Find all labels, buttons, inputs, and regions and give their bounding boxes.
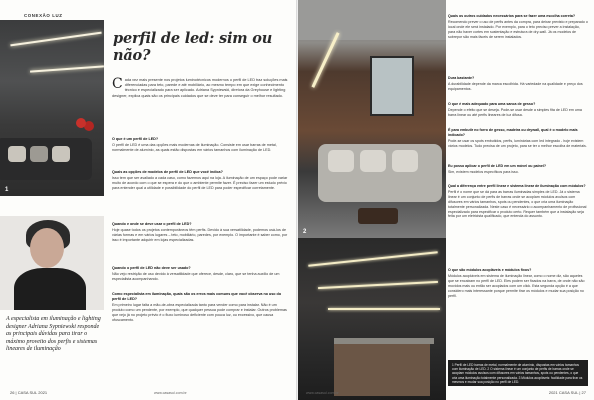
qa-block [112, 292, 290, 323]
question: Quais as opções de modelos de perfil de LED que você indica? [112, 170, 223, 174]
photo-number: 1 [5, 187, 9, 193]
pillow [328, 150, 354, 172]
qa-block [448, 14, 588, 40]
window [370, 56, 414, 116]
answer: Depende o efeito que se deseja. Pode-se usar desde a simples fita de LED em uma barra linear ou até perfis lineares de luz difusa. [448, 107, 582, 117]
led-strip [30, 65, 104, 72]
pillow [52, 146, 70, 162]
led-strip [318, 281, 438, 289]
qa-block [112, 266, 290, 282]
question: Dura bastante? [448, 76, 475, 80]
page-footer: 2021 CASA SUL | 27 [548, 390, 586, 395]
answer: Hoje quase todos os projetos contemporâneos têm perfis. Devido à sua versatilidade, podemos usá-los de várias formas e em vários lugares – teto, mobiliário, paredes, por exemplo. O importante é saber como, por isso é importante adquirir em lojas especializadas. [112, 228, 288, 242]
portrait-caption: A especialista em iluminação e lighting designer Adriana Sypniewski responde as principais dúvidas para tirar o máximo proveito dos perfis e sistemas lineares de iluminação [6, 316, 101, 353]
flower-decor [76, 118, 86, 128]
portrait-body [14, 268, 86, 310]
intro-paragraph [112, 78, 290, 99]
living-room-photo [0, 20, 104, 196]
portrait-photo [0, 216, 104, 310]
qa-block [112, 170, 290, 191]
pillow [8, 146, 26, 162]
lounge-photo [298, 0, 446, 238]
qa-block [448, 184, 588, 219]
qa-block [112, 222, 290, 243]
portrait-face [30, 228, 64, 268]
kitchen-cabinet [334, 344, 430, 396]
photo-caption-box: 1 Perfil de LED barras de metal, normalmente de alumínio, dispostas em vários tamanhos com iluminação de LED. 2 O sistema linear é um conjunto de perfis de barras onde se acoplam módulos avulsos com difusores em vários tamanhos, spots ou pendentes, o que cria uma iluminação totalmente personalizada. 3 Módulos acopláveis: facilidade para tirar os mesmos e mudar sua posição no perfil de LED. [448, 360, 588, 386]
qa-block [448, 268, 588, 298]
led-strip [308, 251, 437, 267]
footer-url: www.casasul.com.br [306, 391, 339, 395]
answer: A durabilidade depende da marca escolhida. Há variedade na qualidade e preço dos equipamentos. [448, 81, 583, 91]
drop-cap: C [112, 76, 123, 92]
answer: Não vejo restrição de uso devido à versatilidade que oferece, desde, claro, que se tenha auxílio de um especialista acompanhando. [112, 272, 280, 281]
question: Qual a diferença entre perfil linear e sistema linear de iluminação com módulos? [448, 184, 586, 188]
question: Quando o perfil de LED não deve ser usado? [112, 266, 191, 270]
question: Quando e onde se deve usar o perfil de LED? [112, 222, 192, 226]
question: Quais os outros cuidados necessários para se fazer uma escolha correta? [448, 14, 576, 18]
question: O que é mais adequado para uma sanca de gesso? [448, 102, 536, 106]
answer: Pode-se usar os spots embutidos, perfis, luminárias com led integrado - hoje existem vários modelos. Tudo precisa de um projeto, para se ter o melhor escolha de materiais. [448, 138, 587, 148]
qa-block [112, 137, 290, 153]
qa-block [448, 164, 588, 175]
led-strip [328, 308, 440, 310]
intro-text: ada vez mais presente nos projetos luminotécnicos modernos o perfil de LED traz soluções mais diferenciadas para teto, parede e até mobiliário, ao mesmo tempo em que exige conhecimento técnico e especializado para ser aplicado. Adriana Sypniewski, diretora da Greyhouse e lighting designer, explica quais são os principais cuidados que se deve ter para conseguir o melhor resultado. [112, 78, 288, 98]
photo-number: 2 [303, 229, 307, 235]
right-page [298, 0, 594, 400]
question: Como especialista em iluminação, quais são os erros mais comuns que você observa no uso do perfil de LED? [112, 292, 282, 301]
led-strip [311, 32, 339, 88]
answer: Recomendo prever o uso de perfis antes da compra, para deixar previsto e preparado o local onde ele será instalado. Por exemplo, para o teto preciso prever a instalação, para não haver cortes em sustentação e estrutura de dry-wall. Já os modelos de sobrepor são mais fáceis de serem instalados. [448, 19, 588, 39]
answer: Módulos acopláveis em sistema de iluminação linear, como o nome diz, são aqueles que se encaixam no perfil de LED. Eles podem ser fixados na barra, de onde não são movidos mais ou então ser acoplados com um click. Esta segunda opção é a que considero mais interessante porque permite tirar os módulos e mudar sua posição no perfil. [448, 273, 585, 298]
answer: Sim, existem modelos específicos para isso. [448, 169, 519, 174]
qa-block [448, 102, 588, 118]
footer-url: www.casasul.com.br [154, 391, 187, 395]
pillow [392, 150, 418, 172]
question: O que são módulos acopláveis e módulos fixos? [448, 268, 532, 272]
answer: Em primeiro lugar falta a mão-de-obra especializada tanto para vender como para instalar. Não é um produto como um pendente, por exemplo, que qualquer pessoa pode comprar e instalar. Outros problemas que vejo já no projeto prévio é o fluxo luminoso deficiente com pouca luz, ou excessivo, que causa ofuscamento. [112, 303, 287, 322]
pillow [30, 146, 48, 162]
section-tag: CONEXÃO LUZ [24, 13, 63, 18]
headline: perfil de led: sim ou não? [113, 30, 273, 64]
answer: Isso tem que ser avaliado a cada caso, como fazemos aqui na loja. A iluminação de um espaço pode variar muito de acordo com o que se espera e do que o ambiente permite fazer. É preciso fazer um estudo prévio para entender qual a utilidade e possibilidade do perfil de LED para poder especificar corretamente. [112, 176, 288, 190]
concrete-ceiling [298, 0, 446, 40]
question: É para embutir no forro de gesso, madeira ou drywall, qual é o modelo mais indicado? [448, 128, 578, 137]
pillow [360, 150, 386, 172]
qa-block [448, 128, 588, 149]
question: O que é um perfil de LED? [112, 137, 159, 141]
answer: Perfil é o nome que se dá para as barras iluminadas simples de LED. Já o sistema linear é um conjunto de perfis de barras onde se acoplam módulos avulsos com difusores em vários tamanhos, spots ou pendentes, o que cria uma iluminação totalmente personalizada. Neste caso é necessário o acompanhamento de profissional especializado para especificar o produto certo. Requer também que a instalação seja feita por um eletricista qualificado, que entenda do assunto. [448, 189, 587, 219]
question: Eu posso aplicar o perfil de LED em um móvel ou painel? [448, 164, 547, 168]
coffee-table [358, 208, 398, 224]
page-footer: 26 | CASA SUL 2021 [10, 390, 48, 395]
kitchen-photo [298, 238, 446, 400]
led-strip [10, 32, 101, 47]
answer: O perfil de LED é uma das opções mais modernas de iluminação. Consiste em usar barras de metal, normalmente de alumínio, as quais estão dispostas em vários tamanhos com iluminação de LED. [112, 143, 277, 152]
qa-block [448, 76, 588, 92]
